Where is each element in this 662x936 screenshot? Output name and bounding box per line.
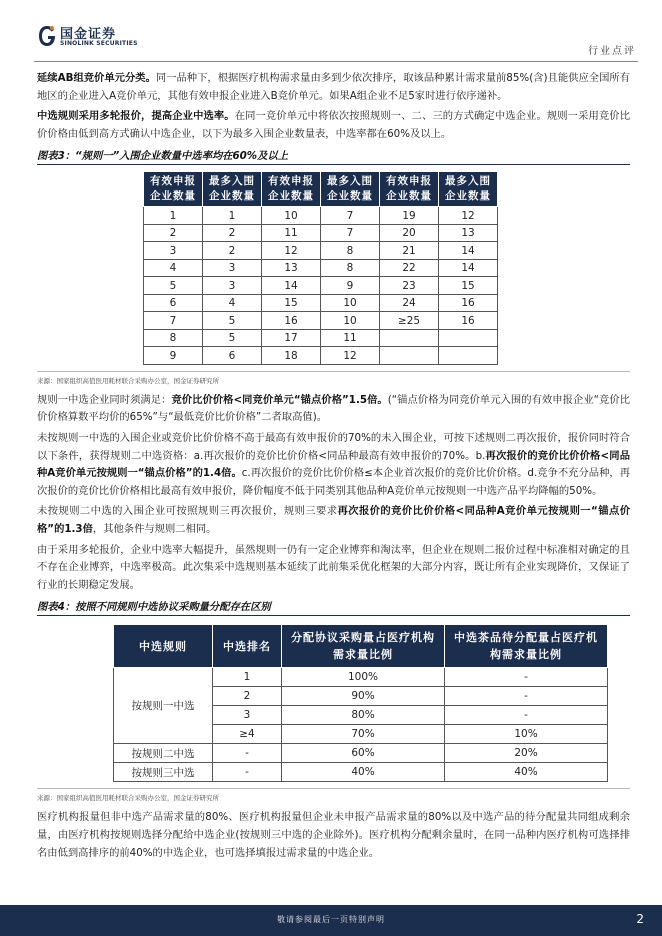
column-header: 中选规则 (114, 625, 213, 668)
table-cell: 8 (321, 259, 380, 277)
table-cell: 12 (439, 207, 498, 225)
paragraph-body: c.再次报价的竞价比价价格≤本企业首次报价的竞价比价价格。d.竞争不充分品种，再次报价的竞价比价价格相比最高有效申报价，降价幅度不低于同类别其他品种A竞价单元按规则一中选产品平均降幅的50%。 (37, 467, 631, 497)
table-cell: 90% (282, 687, 445, 706)
table-row (144, 329, 498, 347)
column-header: 中选茶品待分配量占医疗机构需求量比例 (445, 625, 608, 668)
figure-3-title: 图表3：“规则一”入围企业数量中选率均在60%及以上 (37, 146, 630, 165)
table-cell: 16 (439, 294, 498, 312)
paragraph-body: 规则一中选企业同时须满足： (37, 393, 172, 406)
table-row (144, 259, 498, 277)
table-row (144, 242, 498, 260)
paragraph-body: 医疗机构报量但非中选产品需求量的80%、医疗机构报量但企业未申报产品需求量的80%以及中选产品的待分配量共同组成剩余量，由医疗机构按规则选择分配给中选企业(按规则三中选的企业除外)。医疗机构分配剩余量时，在同一品种内医疗机构可选择排名由低到高排序的前40%的中选企业，也可选择填报过需求量的中选企业。 (37, 811, 630, 859)
paragraph-body: 由于采用多轮报价，企业中选率大幅提升，虽然规则一仍有一定企业博弈和淘汰率，但企业在规则二报价过程中标准相对确定的且不存在企业博弈，中选率极高。此次集采中选规则基本延续了此前集采优化框架的大部分内容，既让所有企业实现降价，又保证了行业的长期稳定发展。 (37, 543, 630, 591)
table-cell: 10 (262, 207, 321, 225)
table-row (114, 744, 608, 763)
table-cell: 80% (282, 706, 445, 725)
table-cell: 16 (262, 312, 321, 330)
table-cell: 15 (439, 277, 498, 295)
column-header: 有效申报企业数量 (262, 172, 321, 207)
table-cell (439, 329, 498, 347)
brand-name-en: SINOLINK SECURITIES (60, 40, 138, 47)
table-cell: 14 (439, 242, 498, 260)
table-cell: 4 (203, 294, 262, 312)
table-cell: 15 (262, 294, 321, 312)
table-cell: 14 (439, 259, 498, 277)
table-cell: 16 (439, 312, 498, 330)
table-row (114, 668, 608, 687)
column-header: 最多入围企业数量 (203, 172, 262, 207)
table-cell (380, 347, 439, 365)
table-cell: 5 (203, 329, 262, 347)
paragraph-analysis (37, 542, 630, 595)
table-cell: 1 (203, 207, 262, 225)
table-cell: 6 (203, 347, 262, 365)
table-header-row (144, 172, 498, 207)
header-divider (34, 61, 638, 62)
table-cell: - (445, 706, 608, 725)
table-cell: 10 (321, 294, 380, 312)
table-cell: 19 (380, 207, 439, 225)
table-cell: ≥4 (213, 725, 282, 744)
table-cell: 40% (445, 763, 608, 782)
column-header: 最多入围企业数量 (439, 172, 498, 207)
paragraph-ab-units (37, 70, 630, 105)
paragraph-lead: 延续AB组竞价单元分类。 (37, 72, 156, 84)
company-logo (38, 22, 148, 54)
table-cell (439, 347, 498, 365)
paragraph-body: 未按规则一中选的入围企业或竞价比价价格不高于最高有效申报价的70%的未入围企业，可按下述规则二再次报价，报价同时符合以下条件，获得规则二中选资格：a.再次报价的竞价比价价格<同品种最高有效申报价的70%。b. (37, 432, 630, 462)
table-cell: 7 (144, 312, 203, 330)
figure-3-table-body (144, 207, 498, 365)
paragraph-rule-one (37, 392, 630, 427)
table-cell: 3 (203, 277, 262, 295)
table-cell: 6 (144, 294, 203, 312)
column-header: 有效申报企业数量 (144, 172, 203, 207)
table-cell: 40% (282, 763, 445, 782)
table-row (144, 207, 498, 225)
table-cell: 2 (213, 687, 282, 706)
column-header: 中选排名 (213, 625, 282, 668)
table-cell: 5 (144, 277, 203, 295)
paragraph-rule-three (37, 503, 630, 538)
table-cell: 70% (282, 725, 445, 744)
paragraph-body: (“锚点价格为同竞价单元入围的有效申报企业“竞价比价价格算数平均价的65%”与“最低竞价比价价格”二者取高值)。 (37, 393, 631, 424)
main-content (37, 70, 630, 865)
table-cell: 20 (380, 224, 439, 242)
figure-4-table (113, 624, 608, 782)
table-cell: 9 (144, 347, 203, 365)
paragraph-emphasis: 再次报价的竞价比价价格<同品种A竞价单元按规则一“锚点价格”的1.4倍。 (37, 449, 630, 480)
table-cell: - (445, 668, 608, 687)
disclaimer-notice: 敬请参阅最后一页特别声明 (277, 915, 385, 924)
table-cell: 11 (262, 224, 321, 242)
table-cell: 5 (203, 312, 262, 330)
table-row (144, 277, 498, 295)
logo-mark-icon (38, 25, 56, 47)
paragraph-body: 同一品种下，根据医疗机构需求量由多到少依次排序，取该品种累计需求量前85%(含)且能供应全国所有地区的企业进入A竞价单元，其他有效申报企业进入B竞价单元。如果A组企业不足5家时进行依序递补。 (37, 72, 630, 102)
table-cell: 21 (380, 242, 439, 260)
page-footer (0, 905, 662, 936)
table-cell: 14 (262, 277, 321, 295)
table-cell: 11 (321, 329, 380, 347)
table-cell: 22 (380, 259, 439, 277)
table-cell: 10% (445, 725, 608, 744)
table-cell: 12 (262, 242, 321, 260)
table-cell (380, 329, 439, 347)
table-cell: 9 (321, 277, 380, 295)
table-cell: - (213, 744, 282, 763)
table-cell: 3 (213, 706, 282, 725)
column-header: 最多入围企业数量 (321, 172, 380, 207)
table-cell: 100% (282, 668, 445, 687)
brand-name-cn: 国金证券 (60, 27, 117, 42)
table-cell: 7 (321, 207, 380, 225)
table-cell: 4 (144, 259, 203, 277)
table-cell: ≥25 (380, 312, 439, 330)
figure-3-source: 来源：国家组织高值医用耗材联合采购办公室，国金证券研究所 (37, 371, 630, 385)
table-cell: 24 (380, 294, 439, 312)
column-header: 有效申报企业数量 (380, 172, 439, 207)
table-cell: 2 (203, 242, 262, 260)
table-cell: 13 (439, 224, 498, 242)
rule-cell: 按规则三中选 (114, 763, 213, 782)
figure-3-table (143, 171, 498, 365)
rule-cell: 按规则二中选 (114, 744, 213, 763)
table-cell: 13 (262, 259, 321, 277)
table-row (144, 347, 498, 365)
paragraph-rule-two (37, 430, 630, 500)
table-cell: 12 (321, 347, 380, 365)
table-cell: 8 (321, 242, 380, 260)
column-header: 分配协议采购量占医疗机构需求量比例 (282, 625, 445, 668)
page-header (0, 0, 662, 64)
table-row (144, 312, 498, 330)
table-cell: 7 (321, 224, 380, 242)
paragraph-emphasis: 竞价比价价格<同竞价单元“锚点价格”1.5倍。 (171, 393, 388, 406)
table-cell: - (213, 763, 282, 782)
table-cell: 3 (144, 242, 203, 260)
table-row (114, 763, 608, 782)
page-number: 2 (636, 912, 644, 926)
table-row (144, 294, 498, 312)
paragraph-emphasis: 再次报价的竞价比价价格<同品种A竞价单元按规则一“锚点价格”的1.3倍 (37, 505, 630, 536)
table-cell: 20% (445, 744, 608, 763)
table-cell: 10 (321, 312, 380, 330)
document-type: 行业点评 (588, 46, 636, 57)
rule-cell: 按规则一中选 (114, 668, 213, 744)
table-cell: 18 (262, 347, 321, 365)
paragraph-body: 在同一竞价单元中将依次按照规则一、二、三的方式确定中选企业。规则一采用竞价比价价格由低到高方式确认中选企业，以下为最多入围企业数量表，中选率都在60%及以上。 (37, 110, 630, 140)
table-cell: 23 (380, 277, 439, 295)
table-cell: 17 (262, 329, 321, 347)
table-cell: 60% (282, 744, 445, 763)
table-header-row (114, 625, 608, 668)
paragraph-body: ，其他条件与规则二相同。 (92, 523, 217, 536)
figure-4-source: 来源：国家组织高值医用耗材联合采购办公室，国金证券研究所 (37, 788, 630, 802)
table-cell: - (445, 687, 608, 706)
table-cell: 1 (144, 207, 203, 225)
table-cell: 3 (203, 259, 262, 277)
table-cell: 2 (203, 224, 262, 242)
table-row (144, 224, 498, 242)
paragraph-remaining-volume (37, 809, 630, 862)
table-cell: 1 (213, 668, 282, 687)
paragraph-lead: 中选规则采用多轮报价，提高企业中选率。 (37, 110, 235, 123)
paragraph-multi-round (37, 108, 630, 143)
paragraph-body: 未按规则二中选的入围企业可按照规则三再次报价，规则三要求 (37, 505, 338, 518)
table-cell: 8 (144, 329, 203, 347)
figure-4-title: 图表4：按照不同规则中选协议采购量分配存在区别 (37, 597, 630, 616)
table-cell: 2 (144, 224, 203, 242)
